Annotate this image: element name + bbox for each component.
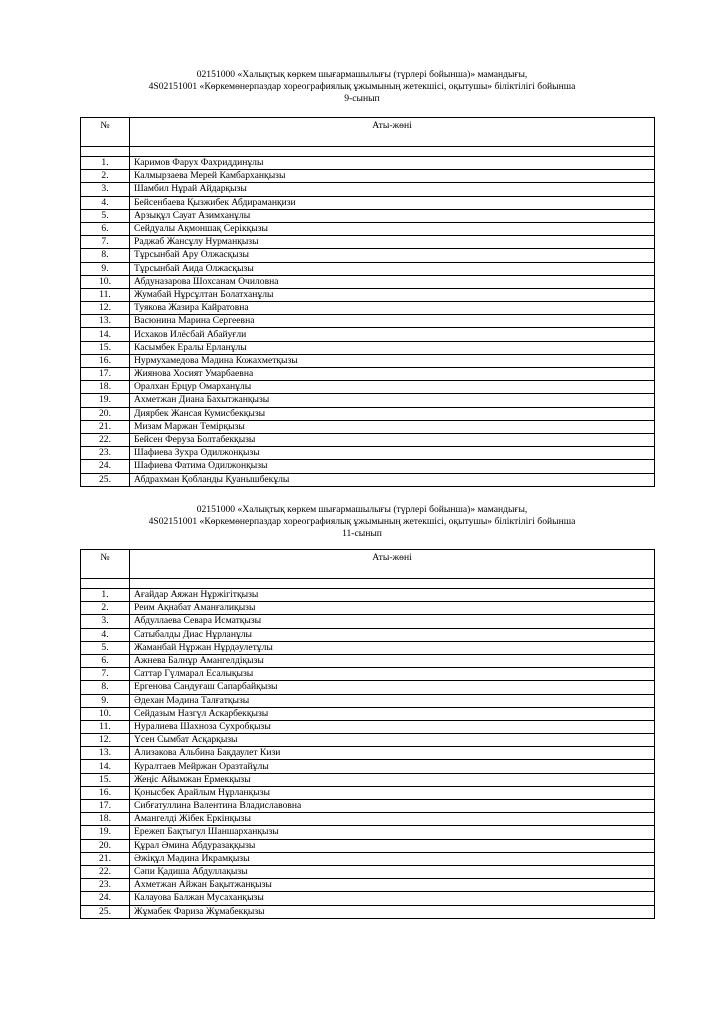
student-name: Васюнина Марина Сергеевна [130,315,655,328]
table-row [81,460,655,473]
row-number: 19. [81,826,130,839]
row-number: 18. [81,813,130,826]
table-row [81,786,655,799]
column-header-number: № [81,118,130,147]
table-row [81,800,655,813]
row-number: 10. [81,707,130,720]
student-name: Құрал Әмина Абдуразаққызы [130,839,655,852]
row-number: 5. [81,641,130,654]
table-row [81,654,655,667]
student-name: Сейдуалы Ақмоншақ Серікқызы [130,222,655,235]
table-row [81,473,655,486]
table-row [81,222,655,235]
student-name: Раджаб Жансұлу Нурманқызы [130,236,655,249]
table-row [81,275,655,288]
table-row [81,641,655,654]
section2-header-line1: 02151000 «Халықтық көркем шығармашылығы (түрлері бойынша)» мамандығы, [196,504,528,515]
student-name: Абдрахман Қобланды Қуанышбекұлы [130,473,655,486]
student-name: Тұрсынбай Аида Олжасқызы [130,262,655,275]
table-row [81,328,655,341]
row-number: 24. [81,460,130,473]
row-number: 6. [81,222,130,235]
table-row [81,734,655,747]
row-number: 11. [81,720,130,733]
student-name: Ағайдар Аяжан Нұржігітқызы [130,589,655,602]
row-number: 16. [81,786,130,799]
student-name: Оралхан Ерцур Омарханұлы [130,381,655,394]
row-number: 21. [81,852,130,865]
student-name: Ергенова Сандуғаш Сапарбайқызы [130,681,655,694]
row-number: 14. [81,328,130,341]
row-number: 17. [81,368,130,381]
table-row [81,262,655,275]
table-row [81,315,655,328]
student-name: Реим Ақнабат Аманғалиқызы [130,602,655,615]
row-number: 9. [81,694,130,707]
table-row [81,589,655,602]
row-number: 13. [81,315,130,328]
student-name: Мизам Маржан Темірқызы [130,420,655,433]
table-row [81,368,655,381]
row-number: 20. [81,407,130,420]
table-row [81,433,655,446]
row-number: 19. [81,394,130,407]
row-number: 22. [81,433,130,446]
student-name: Ажнева Балнұр Амангелдіқызы [130,654,655,667]
table-row [81,196,655,209]
student-name: Бейсенбаева Қызжибек Абдираманқизи [130,196,655,209]
table-row [81,707,655,720]
row-number: 24. [81,892,130,905]
student-name: Қонысбек Арайлым Нұрланқызы [130,786,655,799]
table-row [81,157,655,170]
row-number: 25. [81,473,130,486]
student-name: Исхаков Илёсбай Абайуғли [130,328,655,341]
table-row [81,865,655,878]
student-name: Жеңіс Айымжан Ермекқызы [130,773,655,786]
table-row [81,381,655,394]
table-row [81,602,655,615]
student-name: Ережеп Бақтыгул Шаншарханқызы [130,826,655,839]
section2-header-line3: 11-сынып [342,528,382,539]
row-number: 2. [81,602,130,615]
row-number: 6. [81,654,130,667]
table-row [81,170,655,183]
table-row [81,628,655,641]
row-number: 14. [81,760,130,773]
section1-header-line3: 9-сынып [344,93,380,104]
row-number: 17. [81,800,130,813]
section2-table [80,549,655,919]
student-name: Сибғатуллина Валентина Владиславовна [130,800,655,813]
student-name: Шамбил Нұрай Айдарқызы [130,183,655,196]
student-name: Амангелді Жібек Еркінқызы [130,813,655,826]
student-name: Нурмухамедова Мәдина Кожахметқызы [130,354,655,367]
section2-header-line2: 4S02151001 «Көркемөнерпаздар хореографиялық ұжымының жетекшісі, оқытушы» біліктілігі бойынша [148,516,576,527]
student-name: Жиянова Хосият Умарбаевна [130,368,655,381]
table-row [81,720,655,733]
row-number: 1. [81,589,130,602]
row-number: 2. [81,170,130,183]
student-name: Саттар Гүлмарал Есалықызы [130,668,655,681]
table-row [81,407,655,420]
column-header-name: Аты-жөні [130,118,655,147]
row-number: 13. [81,747,130,760]
table-row [81,852,655,865]
table-header-row [81,118,655,147]
table-row [81,394,655,407]
table-row [81,341,655,354]
student-name: Туякова Жазира Кайратовна [130,302,655,315]
student-name: Шафиева Зухра Одилжонқызы [130,447,655,460]
table-row [81,681,655,694]
row-number: 22. [81,865,130,878]
row-number: 23. [81,447,130,460]
row-number: 4. [81,628,130,641]
student-name: Арзықұл Сауат Азимханұлы [130,209,655,222]
table-row [81,354,655,367]
row-number: 16. [81,354,130,367]
table-row [81,892,655,905]
table-row [81,879,655,892]
table-row [81,773,655,786]
student-name: Калауова Балжан Мусаханқызы [130,892,655,905]
row-number: 8. [81,681,130,694]
student-name: Касымбек Ералы Ерланұлы [130,341,655,354]
table-row [81,236,655,249]
section1-header-line1: 02151000 «Халықтық көркем шығармашылығы (түрлері бойынша)» мамандығы, [196,69,528,80]
row-number: 3. [81,615,130,628]
table-row [81,302,655,315]
student-name: Жумабай Нұрсұлтан Болатханұлы [130,288,655,301]
section1-header [0,69,724,105]
section1-table [80,117,655,487]
student-name: Абдуллаева Севара Исматқызы [130,615,655,628]
row-number: 1. [81,157,130,170]
table-row [81,183,655,196]
student-name: Әжіқұл Мәдина Икрамқызы [130,852,655,865]
column-header-name: Аты-жөні [130,550,655,579]
row-number: 12. [81,734,130,747]
student-name: Шафиева Фатима Одилжонқызы [130,460,655,473]
table-row [81,747,655,760]
row-number: 8. [81,249,130,262]
table-row [81,668,655,681]
table-row [81,760,655,773]
table-spacer-row [81,579,655,589]
row-number: 5. [81,209,130,222]
student-name: Диярбек Жансая Кумисбекқызы [130,407,655,420]
student-name: Тұрсынбай Ару Олжасқызы [130,249,655,262]
table-row [81,826,655,839]
row-number: 15. [81,773,130,786]
student-name: Бейсен Феруза Болтабекқызы [130,433,655,446]
table-row [81,288,655,301]
row-number: 9. [81,262,130,275]
row-number: 15. [81,341,130,354]
row-number: 3. [81,183,130,196]
student-name: Ахметжан Айжан Бақытжанқызы [130,879,655,892]
row-number: 7. [81,236,130,249]
table-row [81,209,655,222]
student-name: Каримов Фарух Фахриддинұлы [130,157,655,170]
section1-header-line2: 4S02151001 «Көркемөнерпаздар хореографиялық ұжымының жетекшісі, оқытушы» біліктілігі бойынша [148,81,576,92]
student-name: Жұмабек Фариза Жұмабекқызы [130,905,655,918]
student-name: Ахметжан Диана Бахытжанқызы [130,394,655,407]
section2-header [0,504,724,540]
student-name: Нуралиева Шахноза Сухробқызы [130,720,655,733]
row-number: 7. [81,668,130,681]
student-name: Үсен Сымбат Асқарқызы [130,734,655,747]
table-row [81,839,655,852]
student-name: Әдехан Мәдина Талғатқызы [130,694,655,707]
student-name: Ализакова Альбина Бақдаулет Кизи [130,747,655,760]
table-row [81,420,655,433]
student-name: Сәпи Қадиша Абдуллақызы [130,865,655,878]
row-number: 20. [81,839,130,852]
row-number: 18. [81,381,130,394]
student-name: Калмырзаева Мерей Камбарханқызы [130,170,655,183]
row-number: 21. [81,420,130,433]
row-number: 12. [81,302,130,315]
row-number: 11. [81,288,130,301]
table-row [81,905,655,918]
row-number: 4. [81,196,130,209]
row-number: 23. [81,879,130,892]
column-header-number: № [81,550,130,579]
student-name: Сатыбалды Диас Нұрланұлы [130,628,655,641]
student-name: Сейдазым Назгүл Аскарбекқызы [130,707,655,720]
student-name: Куралтаев Мейржан Оразтайұлы [130,760,655,773]
table-row [81,447,655,460]
table-row [81,813,655,826]
table-spacer-row [81,147,655,157]
row-number: 10. [81,275,130,288]
table-row [81,249,655,262]
table-row [81,615,655,628]
student-name: Абдуназарова Шохсанам Очиловна [130,275,655,288]
row-number: 25. [81,905,130,918]
table-row [81,694,655,707]
student-name: Жаманбай Нұржан Нұрдәулетұлы [130,641,655,654]
table-header-row [81,550,655,579]
